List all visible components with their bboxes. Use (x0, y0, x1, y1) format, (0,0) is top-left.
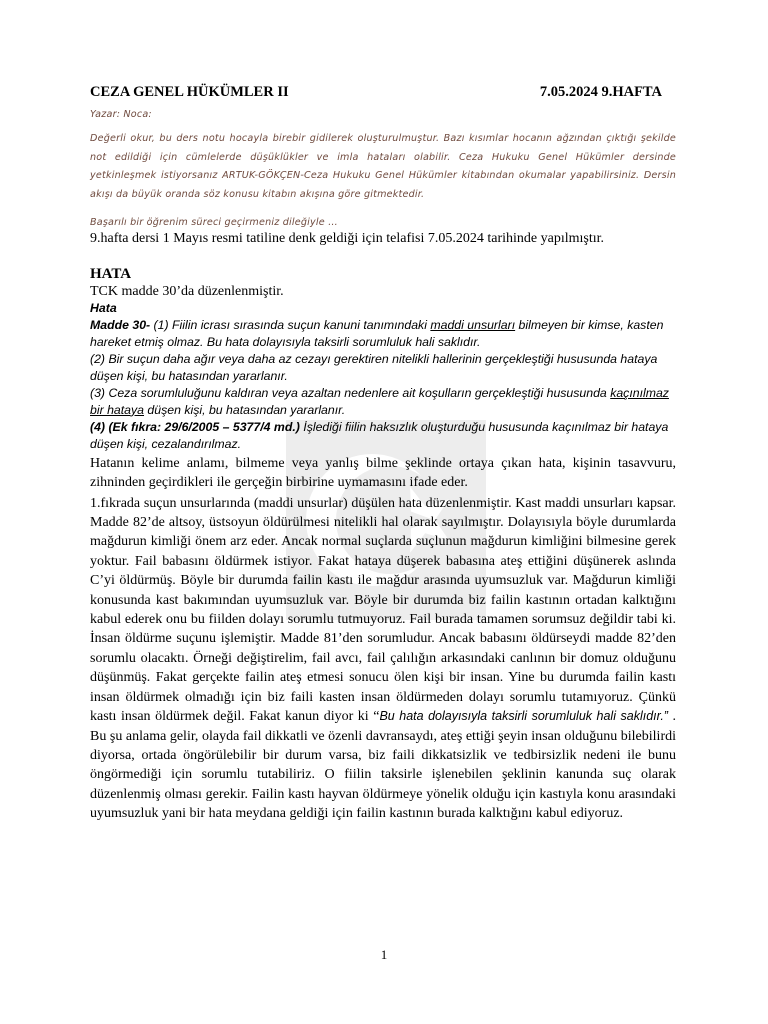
law-article-label: Madde 30- (90, 317, 151, 332)
page-number: 1 (380, 947, 388, 962)
section-title: HATA (90, 265, 132, 282)
law-text (90, 300, 676, 453)
law-quote: Bu hata dolayısıyla taksirli sorumluluk hali saklıdır.” (379, 709, 668, 724)
wish-line: Başarılı bir öğrenim süreci geçirmeniz dileğiyle … (90, 216, 338, 228)
definition-paragraph: Hatanın kelime anlamı, bilmeme veya yanlış bilme şeklinde ortaya çıkan hata, kişinin tasavvuru, zihninden geçirdikleri ile gerçeğin birbirine uymamasını ifade eder. (90, 455, 676, 491)
law-paragraph-2: (2) Bir suçun daha ağır veya daha az cezayı gerektiren nitelikli hallerinin gerçekleştiği hususunda hataya düşen kişi, bu hatasından yararlanır. (90, 351, 658, 383)
law-paragraph-3: (3) Ceza sorumluluğunu kaldıran veya azaltan nedenlere ait koşulların gerçekleştiği hususunda kaçınılmaz bir hataya düşen kişi, bu hatasından yararlanır. (90, 385, 669, 417)
law-paragraph-1: Madde 30- (1) Fiilin icrası sırasında suçun kanuni tanımındaki maddi unsurları bilmeyen bir kimse, kasten hareket etmiş olmaz. Bu hata dolayısıyla taksirli sorumluluk hali saklıdır. (90, 317, 664, 349)
law-underlined-term: kaçınılmaz bir hataya (90, 385, 669, 417)
date-week: 7.05.2024 9.HAFTA (539, 84, 662, 100)
law-underlined-term: maddi unsurları (430, 317, 516, 332)
document-header (90, 84, 676, 101)
law-amendment-label: (Ek fıkra: 29/6/2005 – 5377/4 md.) (108, 419, 300, 434)
law-paragraph-4: (4) (Ek fıkra: 29/6/2005 – 5377/4 md.) İşlediği fiilin haksızlık oluşturduğu hususunda kaçınılmaz bir hataya düşen kişi, cezalandırılmaz. (90, 419, 669, 451)
law-heading: Hata (90, 300, 117, 315)
document-content (90, 84, 676, 824)
explanation-paragraph: 1.fıkrada suçun unsurlarında (maddi unsurlar) düşülen hata düzenlenmiştir. Kast maddi unsurları kapsar. Madde 82’de altsoy, üstsoyun öldürülmesi nitelikli hal olarak sayılmıştır. Dolayısıyla böyle durumlarda mağdurun kimliği önem arz eder. Ancak normal suçlarda suçlunun mağdurun kimliğini bilmesine gerek yoktur. Fail babasını öldürmek istiyor. Fakat hataya düşerek babasına ateş ettiğini düşünerek aslında C’yi öldürmüş. Böyle bir durumda failin kastı ile mağdur arasında uyumsuzluk var. Mağdurun kimliği konusunda kast bakımından uyumsuzluk var. Böyle bir durumda biz failin kastının ortadan kalktığını kabul ederek onu bu fiilden dolayı sorumlu tutmuyoruz. Fail burada tamamen sorumsuz değildir tabi ki. İnsan öldürme suçunu işlemiştir. Madde 81’den sorumludur. Ancak babasını öldürseydi madde 82’den sorumlu olacaktı. Örneği değiştirelim, fail avcı, fail çalılığın arkasındaki canlının bir domuz olduğunu düşünmüş. Fakat gerçekte failin ateş etmesi sonucu ölen kişi bir insan. Yine bu durumda failin kastı insan öldürmek olmadığı için biz faili kasten insan öldürmeden dolayı sorumlu tutamıyoruz. Çünkü kastı insan öldürmek değil. Fakat kanun diyor ki “Bu hata dolayısıyla taksirli sorumluluk hali saklıdır.” . Bu şu anlama gelir, olayda fail dikkatli ve özenli davransaydı, ateş ettiği şeyin insan olduğunu bilebilirdi diyorsa, ortada öngörülebilir bir durum varsa, biz faili dikkatsizlik ve tedbirsizlik nedeni ile bunu öngörmediği için sorumlu tutabiliriz. O fiilin taksirle işlenebilen şeklinin kanunda suç olarak düzenlenmiş olması gerekir. Failin kastı hayvan öldürmeye yönelik olduğu için kastıyla konu arasındaki uyumsuzluk yani bir hata meydana geldiği için failin kastının burada kalktığını kabul ediyoruz. (90, 495, 677, 822)
makeup-note: 9.hafta dersi 1 Mayıs resmi tatiline denk geldiği için telafisi 7.05.2024 tarihinde yapılmıştır. (90, 230, 605, 246)
intro-note: Değerli okur, bu ders notu hocayla birebir gidilerek oluşturulmuştur. Bazı kısımlar hocanın ağzından çıktığı şekilde not edildiği için cümlelerde düşüklükler ve imla hataları olabilir. Ceza Hukuku Genel Hükümler dersinde yetkinleşmek istiyorsanız ARTUK-GÖKÇEN-Ceza Hukuku Genel Hükümler kitabından okumalar yapabilirsiniz. Dersin akışı da büyük oranda söz konusu kitabın akışına göre gitmektedir. (90, 133, 676, 201)
course-title: CEZA GENEL HÜKÜMLER II (90, 84, 289, 100)
author-label: Yazar: Noca: (90, 109, 152, 120)
regulated-line: TCK madde 30’da düzenlenmiştir. (90, 283, 284, 299)
